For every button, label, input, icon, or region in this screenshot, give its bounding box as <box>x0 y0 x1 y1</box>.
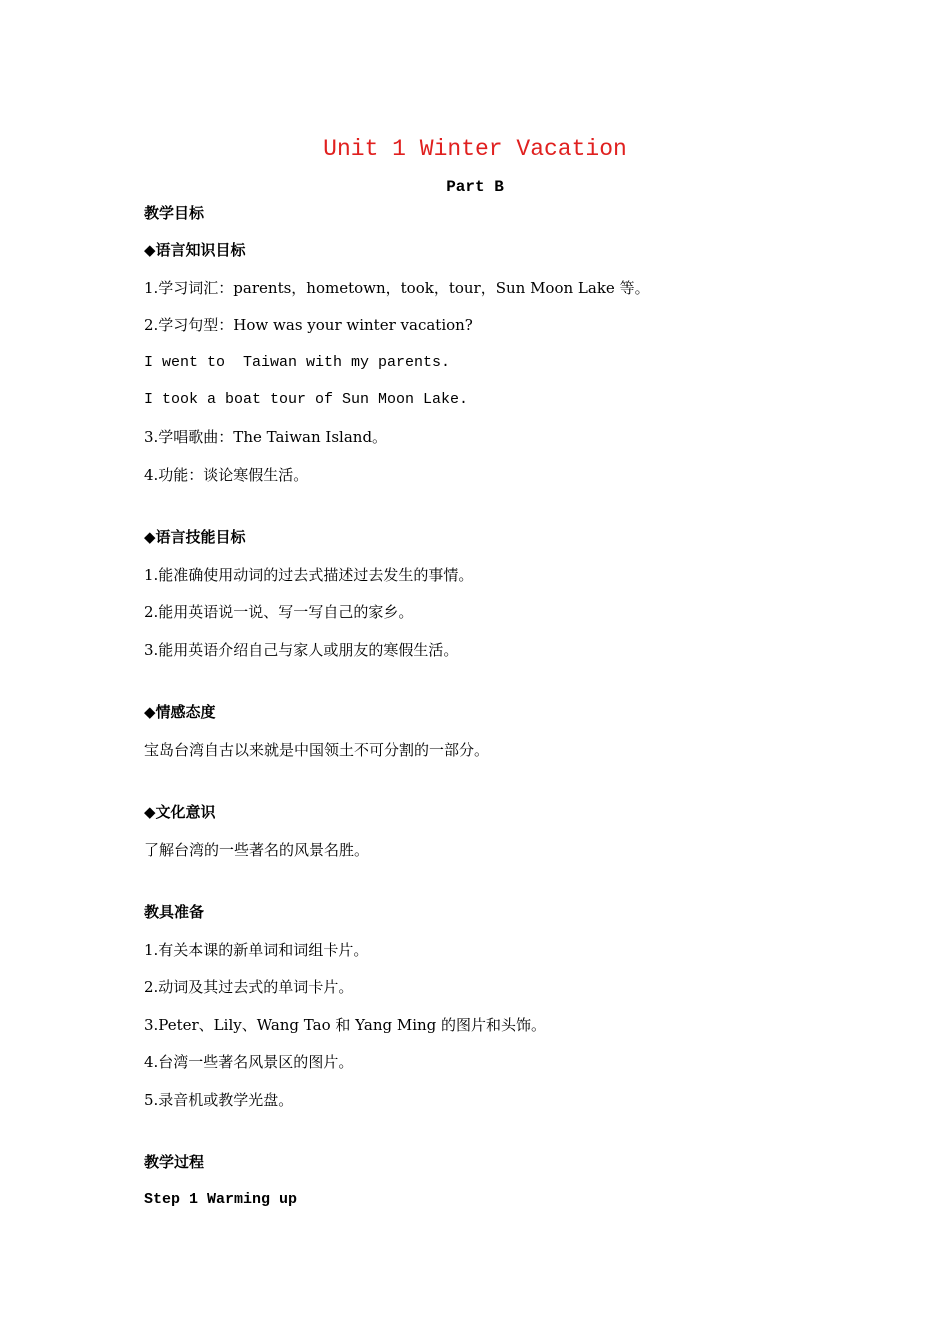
process-heading: 教学过程 <box>144 1153 205 1171</box>
knowledge-item: 4.功能：谈论寒假生活。 <box>144 466 309 484</box>
document-title: Unit 1 Winter Vacation <box>323 136 627 162</box>
skills-heading: ◆语言技能目标 <box>144 528 246 546</box>
skills-item: 1.能准确使用动词的过去式描述过去发生的事情。 <box>144 566 474 584</box>
goals-heading: 教学目标 <box>144 204 205 222</box>
materials-heading: 教具准备 <box>144 903 205 921</box>
attitude-item: 宝岛台湾自古以来就是中国领土不可分割的一部分。 <box>144 741 490 759</box>
materials-item: 3.Peter、Lily、Wang Tao 和 Yang Ming 的图片和头饰。 <box>144 1016 547 1034</box>
knowledge-item: 1.学习词汇：parents，hometown，took，tour，Sun Moon Lake 等。 <box>144 279 650 297</box>
skills-item: 2.能用英语说一说、写一写自己的家乡。 <box>144 603 414 621</box>
materials-item: 5.录音机或教学光盘。 <box>144 1091 294 1109</box>
step-heading: Step 1 Warming up <box>144 1191 298 1208</box>
document-subtitle: Part B <box>446 178 504 196</box>
attitude-heading: ◆情感态度 <box>144 703 216 721</box>
knowledge-item: 2.学习句型：How was your winter vacation? <box>144 316 473 334</box>
materials-item: 1.有关本课的新单词和词组卡片。 <box>144 941 369 959</box>
culture-heading: ◆文化意识 <box>144 803 216 821</box>
knowledge-item: I went to Taiwan with my parents. <box>144 354 451 371</box>
materials-item: 2.动词及其过去式的单词卡片。 <box>144 978 354 996</box>
knowledge-heading: ◆语言知识目标 <box>144 241 246 259</box>
materials-item: 4.台湾一些著名风景区的图片。 <box>144 1053 354 1071</box>
culture-item: 了解台湾的一些著名的风景名胜。 <box>144 841 370 859</box>
skills-item: 3.能用英语介绍自己与家人或朋友的寒假生活。 <box>144 641 459 659</box>
knowledge-item: 3.学唱歌曲：The Taiwan Island。 <box>144 428 388 446</box>
knowledge-item: I took a boat tour of Sun Moon Lake. <box>144 391 469 408</box>
